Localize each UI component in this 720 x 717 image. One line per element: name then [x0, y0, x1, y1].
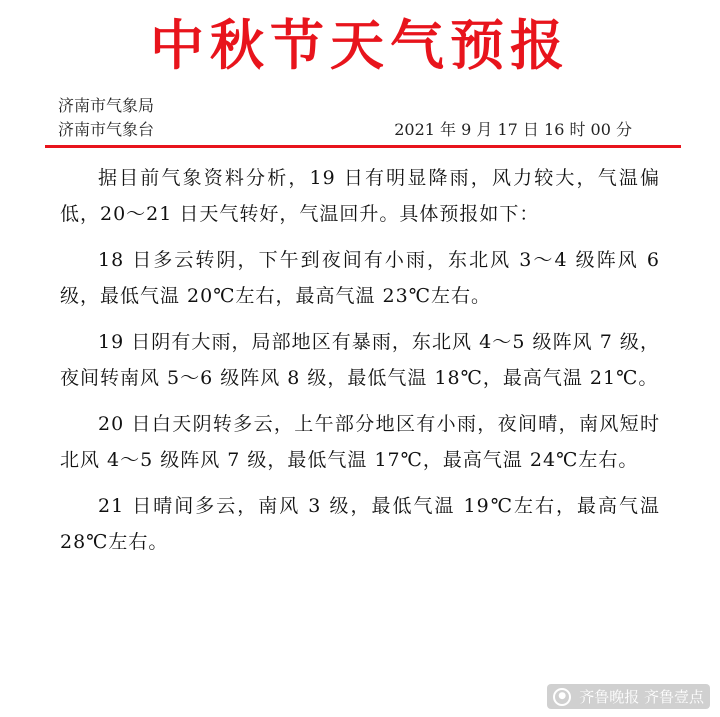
summary-paragraph: 据目前气象资料分析，19 日有明显降雨，风力较大，气温偏低，20～21 日天气转好，气温回升。具体预报如下：	[60, 167, 660, 225]
forecast-day-20: 20 日白天阴转多云，上午部分地区有小雨，夜间晴，南风短时北风 4～5 级阵风 7 级，最低气温 17℃，最高气温 24℃左右。	[60, 413, 660, 471]
issuer-observatory: 济南市气象台	[58, 120, 155, 139]
forecast-body	[60, 160, 660, 570]
red-divider	[45, 145, 681, 148]
forecast-day-21: 21 日晴间多云，南风 3 级，最低气温 19℃左右，最高气温 28℃左右。	[60, 495, 660, 553]
watermark	[547, 684, 710, 709]
issue-datetime: 2021 年 9 月 17 日 16 时 00 分	[394, 120, 632, 139]
watermark-text: 齐鲁晚报 齐鲁壹点	[579, 688, 704, 706]
circle-logo-icon: ●	[553, 688, 571, 706]
forecast-day-18: 18 日多云转阴，下午到夜间有小雨，东北风 3～4 级阵风 6 级，最低气温 20℃左右，最高气温 23℃左右。	[60, 249, 660, 307]
page-title: 中秋节天气预报	[150, 14, 570, 77]
issuer-bureau: 济南市气象局	[58, 96, 155, 115]
forecast-day-19: 19 日阴有大雨，局部地区有暴雨，东北风 4～5 级阵风 7 级，夜间转南风 5～6 级阵风 8 级，最低气温 18℃，最高气温 21℃。	[60, 331, 660, 389]
